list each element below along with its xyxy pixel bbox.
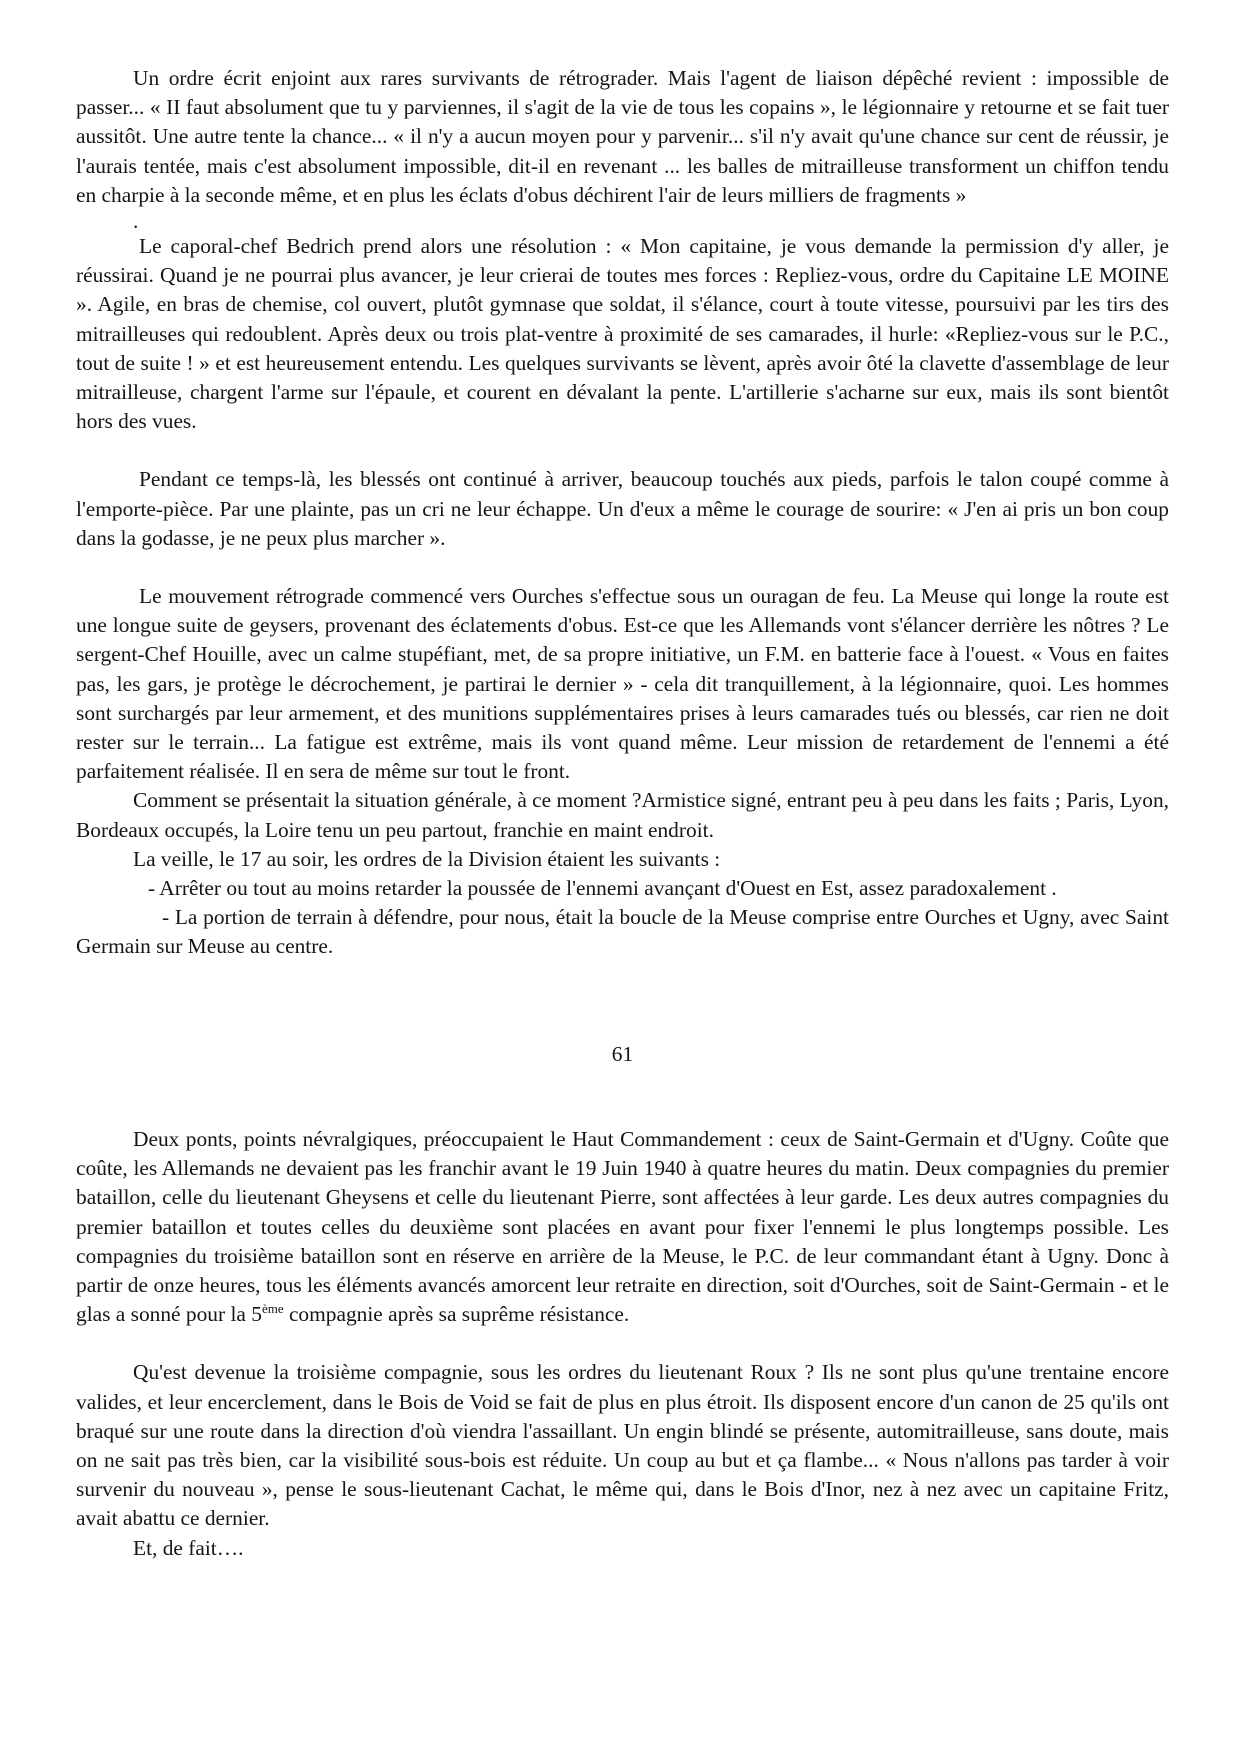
paragraph-et-de-fait: Et, de fait….	[133, 1535, 244, 1560]
paragraph-spacer	[76, 553, 1169, 582]
paragraph-situation-generale: Comment se présentait la situation générale, à ce moment ?Armistice signé, entrant peu à peu dans les faits ; Paris, Lyon, Bordeaux occupés, la Loire tenu un peu partout, franchie en maint endroit.	[76, 788, 1169, 842]
superscript-eme: ème	[261, 1301, 284, 1317]
paragraph-deux-ponts-tail: compagnie après sa suprême résistance.	[283, 1302, 630, 1327]
list-item-portion-terrain: - La portion de terrain à défendre, pour nous, était la boucle de la Meuse comprise entre Ourches et Ugny, avec Saint Germain sur Meuse au centre.	[76, 905, 1169, 959]
paragraph-deux-ponts-text: Deux ponts, points névralgiques, préoccupaient le Haut Commandement : ceux de Saint-Germain et d'Ugny. Coûte que coûte, les Allemands ne devaient pas les franchir avant le 19 Juin 1940 à quatre heures du matin. Deux compagnies du premier bataillon, celle du lieutenant Gheysens et celle du lieutenant Pierre, sont affectées à leur garde. Les deux autres compagnies du premier bataillon et toutes celles du deuxième sont placées en avant pour fixer l'ennemi le plus longtemps possible. Les compagnies du troisième bataillon sont en réserve en arrière de la Meuse, le P.C. de leur commandant étant à Ugny. Donc à partir de onze heures, tous les éléments avancés amorcent leur retraite en direction, soit d'Ourches, soit de Saint-Germain - et le glas a sonné pour la 5	[76, 1126, 1169, 1327]
document-page	[76, 64, 1169, 1563]
paragraph-troisieme-compagnie: Qu'est devenue la troisième compagnie, sous les ordres du lieutenant Roux ? Ils ne sont plus qu'une trentaine encore valides, et leur encerclement, dans le Bois de Void se fait de plus en plus étroit. Ils disposent encore d'un canon de 25 qu'ils ont braqué sur une route dans la direction d'où viendra l'assaillant. Un engin blindé se présente, automitrailleuse, sans doute, mais on ne sait pas très bien, car la visibilité sous-bois est réduite. Un coup au but et ça flambe... « Nous n'allons pas tarder à voir survenir du nouveau », pense le sous-lieutenant Cachat, le même qui, dans le Bois d'Inor, nez à nez avec un capitaine Fritz, avait abattu ce dernier.	[76, 1360, 1169, 1531]
paragraph-agent-de-liaison: Un ordre écrit enjoint aux rares survivants de rétrograder. Mais l'agent de liaison dépêché revient : impossible de passer... « II faut absolument que tu y parviennes, il s'agit de la vie de tous les copains », le légionnaire y retourne et se fait tuer aussitôt. Une autre tente la chance... « il n'y a aucun moyen pour y parvenir... s'il n'y avait qu'une chance sur cent de réussir, je l'aurais tentée, mais c'est absolument impossible, dit-il en revenant ... les balles de mitrailleuse transforment un chiffon tendu en charpie à la seconde même, et en plus les éclats d'obus déchirent l'air de leurs milliers de fragments »	[76, 66, 1169, 207]
paragraph-bedrich: Le caporal-chef Bedrich prend alors une résolution : « Mon capitaine, je vous demande la permission d'y aller, je réussirai. Quand je ne pourrai plus avancer, je leur crierai de toutes mes forces : Repliez-vous, ordre du Capitaine LE MOINE ». Agile, en bras de chemise, col ouvert, plutôt gymnase que soldat, il s'élance, court à toute vitesse, poursuivi par les tirs des mitrailleuses qui redoublent. Après deux ou trois plat-ventre à proximité de ses camarades, il hurle: «Repliez-vous sur le P.C., tout de suite ! » et est heureusement entendu. Les quelques survivants se lèvent, après avoir ôté la clavette d'assemblage de leur mitrailleuse, chargent l'arme sur l'épaule, et courent en dévalant la pente. L'artillerie s'acharne sur eux, mais ils sont bientôt hors des vues.	[76, 234, 1169, 434]
paragraph-mouvement-retrograde: Le mouvement rétrograde commencé vers Ourches s'effectue sous un ouragan de feu. La Meuse qui longe la route est une longue suite de geysers, provenant des éclatements d'obus. Est-ce que les Allemands vont s'élancer derrière les nôtres ? Le sergent-Chef Houille, avec un calme stupéfiant, met, de sa propre initiative, un F.M. en batterie face à l'ouest. « Vous en faites pas, les gars, je protège le décrochement, je partirai le dernier » - cela dit tranquillement, à la légionnaire, quoi. Les hommes sont surchargés par leur armement, et des munitions supplémentaires prises à leurs camarades tués ou blessés, car rien ne doit rester sur le terrain... La fatigue est extrême, mais ils vont quand même. Leur mission de retardement de l'ennemi a été parfaitement réalisée. Il en sera de même sur tout le front.	[76, 584, 1169, 784]
page-number: 61	[611, 1041, 634, 1066]
paragraph-spacer	[76, 436, 1169, 465]
paragraph-spacer	[76, 1329, 1169, 1358]
list-item-arreter: - Arrêter ou tout au moins retarder la poussée de l'ennemi avançant d'Ouest en Est, assez paradoxalement .	[148, 876, 1057, 901]
paragraph-blesses: Pendant ce temps-là, les blessés ont continué à arriver, beaucoup touchés aux pieds, parfois le talon coupé comme à l'emporte-pièce. Par une plainte, pas un cri ne leur échappe. Un d'eux a même le courage de sourire: « J'en ai pris un bon coup dans la godasse, je ne peux plus marcher ».	[76, 467, 1169, 550]
stray-period: .	[133, 209, 139, 234]
paragraph-deux-ponts	[76, 1125, 1169, 1329]
paragraph-ordres-division: La veille, le 17 au soir, les ordres de la Division étaient les suivants :	[133, 846, 721, 871]
